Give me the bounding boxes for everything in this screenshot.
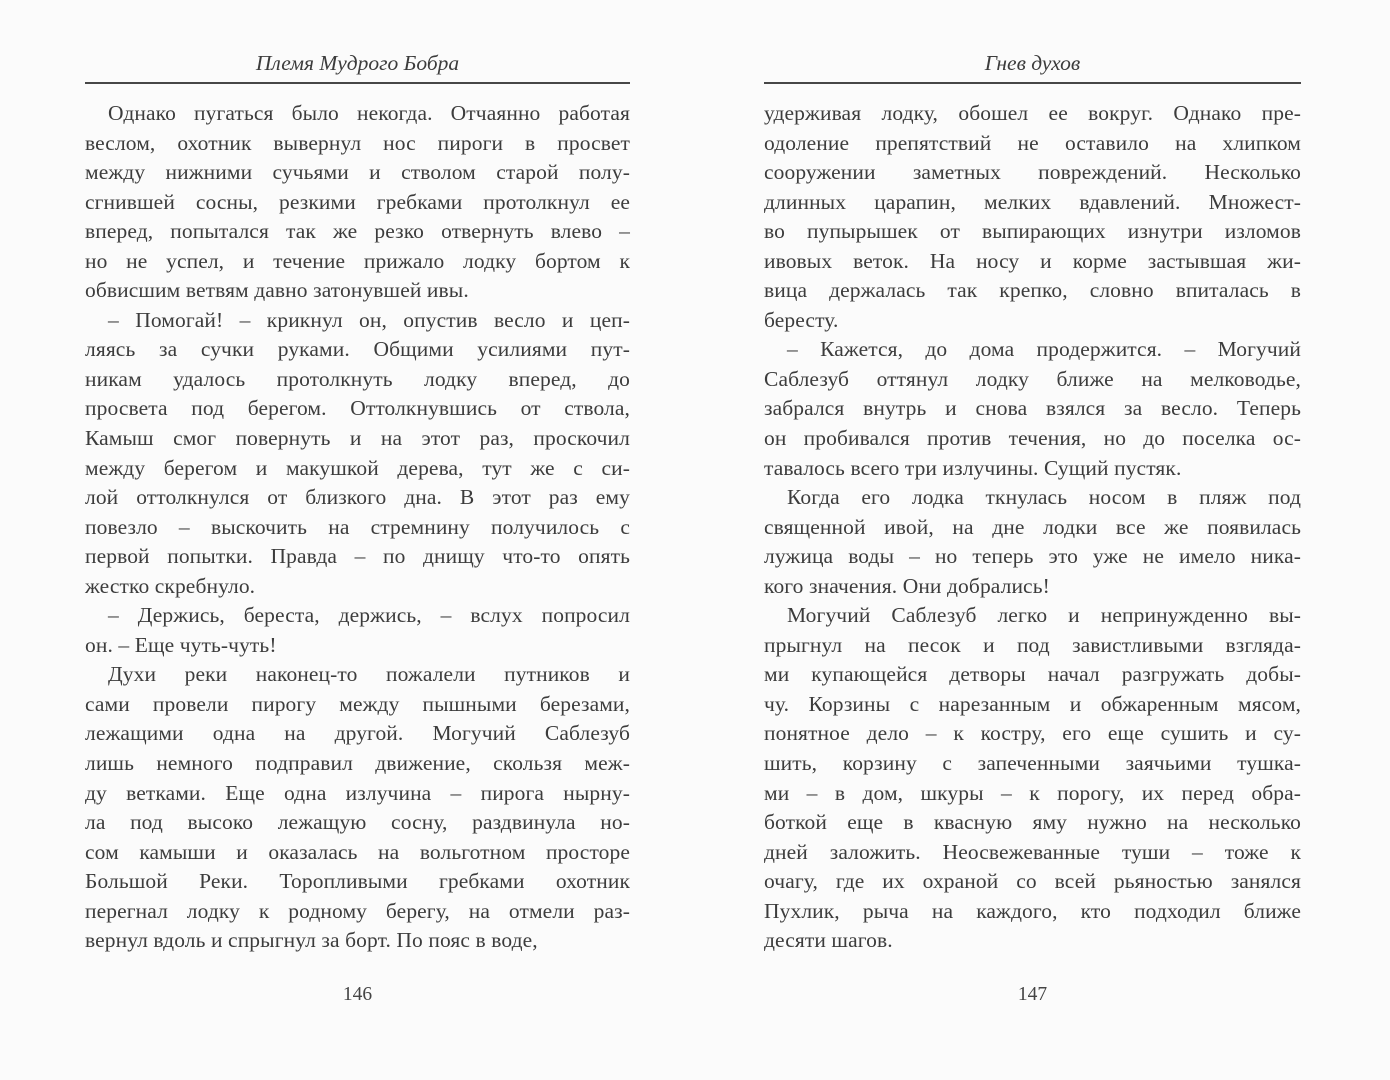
text-line: забрался внутрь и снова взялся за весло. Теперь — [764, 396, 1301, 421]
text-line: священной ивой, на дне лодки все же появилась — [764, 514, 1301, 539]
text-line: просвета под берегом. Оттолкнувшись от ствола, — [85, 396, 630, 421]
text-line: между берегом и макушкой дерева, тут же с си- — [85, 455, 630, 480]
text-line: лой оттолкнулся от близкого дна. В этот раз ему — [85, 485, 630, 510]
text-line: тавалось всего три излучины. Сущий пустяк. — [764, 455, 1182, 480]
text-line: Духи реки наконец-то пожалели путников и — [108, 662, 630, 687]
text-line: длинных царапин, мелких вдавлений. Множест- — [764, 189, 1301, 214]
text-line: удерживая лодку, обошел ее вокруг. Однако пре- — [764, 101, 1301, 125]
text-line: сооружении заметных повреждений. Несколько — [764, 160, 1301, 185]
text-line: Саблезуб оттянул лодку ближе на мелководье, — [764, 366, 1301, 391]
text-line: Однако пугаться было некогда. Отчаянно работая — [108, 101, 630, 125]
text-line: боткой еще в квасную яму нужно на несколько — [764, 810, 1301, 835]
text-line: он. – Еще чуть-чуть! — [85, 632, 277, 657]
text-line: между нижними сучьями и стволом старой полу- — [85, 160, 630, 185]
text-line: лежащими одна на другой. Могучий Саблезуб — [85, 721, 630, 746]
text-line: вернул вдоль и спрыгнул за борт. По пояс в воде, — [85, 928, 538, 953]
running-header-right: Гнев духов — [764, 50, 1301, 84]
text-line: – Кажется, до дома продержится. – Могучий — [787, 337, 1301, 362]
page-left — [85, 0, 630, 1080]
text-line: – Помогай! – крикнул он, опустив весло и цеп- — [108, 307, 630, 332]
text-line: сгнившей сосны, резкими гребками протолкнул ее — [85, 189, 630, 214]
text-line: прыгнул на песок и под завистливыми взгляда- — [764, 632, 1301, 657]
text-line: ду ветками. Еще одна излучина – пирога нырну- — [85, 780, 630, 805]
text-line: лишь немного подправил движение, скользя меж- — [85, 751, 630, 776]
text-line: но не успел, и течение прижало лодку бортом к — [85, 248, 630, 273]
text-line: повезло – выскочить на стремнину получилось с — [85, 514, 630, 539]
text-line: лужица воды – но теперь это уже не имело ника- — [764, 544, 1301, 569]
text-line: он пробивался против течения, но до поселка ос- — [764, 426, 1301, 451]
text-line: ивовых веток. На носу и корме застывшая жи- — [764, 248, 1301, 273]
text-line: никам удалось протолкнуть лодку вперед, до — [85, 366, 630, 391]
running-header-left: Племя Мудрого Бобра — [85, 50, 630, 84]
text-line: первой попытки. Правда – по днищу что-то опять — [85, 544, 630, 569]
text-line: – Держись, береста, держись, – вслух попросил — [108, 603, 630, 628]
text-line: сом камыши и оказалась на вольготном просторе — [85, 839, 630, 864]
page-number-left: 146 — [342, 984, 373, 1005]
text-line: одоление препятствий не оставило на хлипком — [764, 130, 1301, 155]
text-line: Когда его лодка ткнулась носом в пляж под — [787, 485, 1301, 510]
text-line: ми купающейся детворы начал разгружать добы- — [764, 662, 1301, 687]
text-line: понятное дело – к костру, его еще сушить и су- — [764, 721, 1301, 746]
text-line: жестко скребнуло. — [85, 573, 256, 598]
text-line: шить, корзину с запеченными заячьими тушка- — [764, 751, 1301, 776]
text-line: Пухлик, рыча на каждого, кто подходил ближе — [764, 898, 1301, 923]
page-body-left — [85, 99, 630, 956]
text-line: ляясь за сучки руками. Общими усилиями пут- — [85, 337, 630, 362]
text-line: веслом, охотник вывернул нос пироги в просвет — [85, 130, 630, 155]
page-right — [764, 0, 1301, 1080]
text-line: Могучий Саблезуб легко и непринужденно вы- — [787, 603, 1301, 628]
text-line: очагу, где их охраной со всей рьяностью занялся — [764, 869, 1301, 894]
text-line: дней заложить. Неосвежеванные туши – тоже к — [764, 839, 1301, 864]
text-line: ми – в дом, шкуры – к порогу, их перед обра- — [764, 780, 1301, 805]
text-line: ла под высоко лежащую сосну, раздвинула но- — [85, 810, 630, 835]
text-line: вица держалась так крепко, словно впиталась в — [764, 278, 1301, 303]
text-line: Большой Реки. Торопливыми гребками охотник — [85, 869, 630, 894]
text-line: десяти шагов. — [764, 928, 893, 953]
page-body-right — [764, 99, 1301, 956]
text-line: сами провели пирогу между пышными березами, — [85, 691, 630, 716]
text-line: Камыш смог повернуть и на этот раз, проскочил — [85, 426, 630, 451]
text-line: бересту. — [764, 307, 839, 332]
text-line: вперед, попытался так же резко отвернуть влево – — [85, 219, 630, 244]
text-line: чу. Корзины с нарезанным и обжаренным мясом, — [764, 691, 1301, 716]
text-line: обвисшим ветвям давно затонувшей ивы. — [85, 278, 469, 303]
text-line: кого значения. Они добрались! — [764, 573, 1050, 598]
page-number-right: 147 — [1017, 984, 1048, 1005]
text-line: во пупырышек от выпирающих изнутри изломов — [764, 219, 1301, 244]
text-line: перегнал лодку к родному берегу, на отмели раз- — [85, 898, 630, 923]
